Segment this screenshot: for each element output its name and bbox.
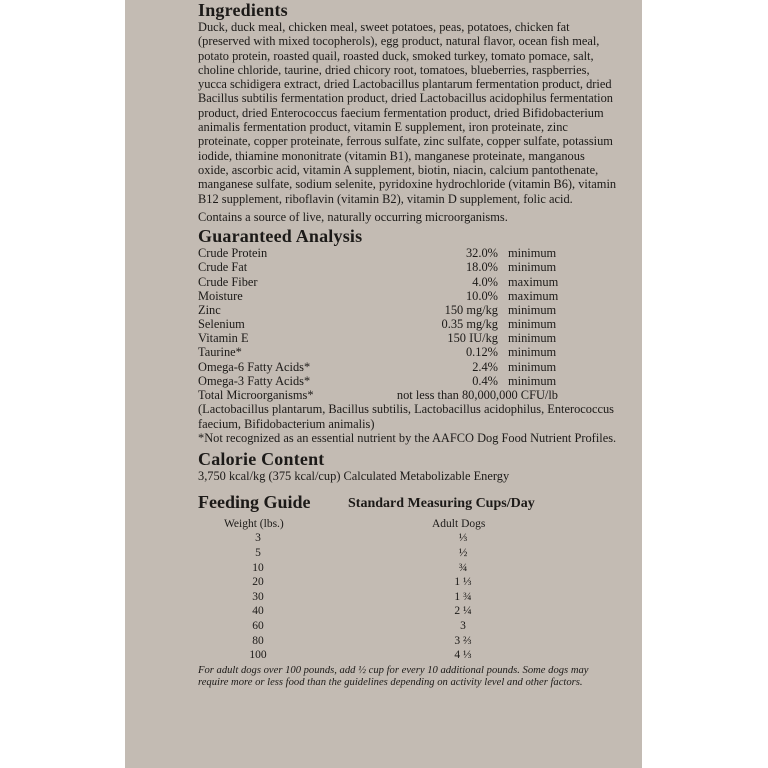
nutrient-qualifier: minimum bbox=[508, 302, 557, 317]
feeding-guide-subtitle: Standard Measuring Cups/Day bbox=[348, 496, 535, 512]
nutrient-value: not less than 80,000,000 CFU/lb bbox=[396, 388, 558, 403]
cups-per-day: 4 ⅓ bbox=[454, 649, 472, 662]
analysis-row bbox=[198, 317, 618, 331]
nutrient-value: 0.35 mg/kg bbox=[441, 317, 498, 332]
dog-weight: 60 bbox=[252, 619, 264, 632]
cups-per-day: ½ bbox=[458, 547, 468, 559]
nutrient-name: Zinc bbox=[198, 302, 221, 317]
ingredients-list: Duck, duck meal, chicken meal, sweet potatoes, peas, potatoes, chicken fat (preserved with mixed tocopherols), egg product, natural flavor, ocean fish meal, potato protein, roasted quail, roasted duck, smoked turkey, tomato pomace, salt, choline chloride, taurine, dried chicory root, tomatoes, blueberries, raspberries, yucca schidigera extract, dried Lactobacillus plantarum fermentation product, dried Bacillus subtilis fermentation product, dried Lactobacillus acidophilus fermentation product, dried Enterococcus faecium fermentation product, dried Bifidobacterium animalis fermentation product, vitamin E supplement, iron proteinate, zinc proteinate, copper proteinate, ferrous sulfate, zinc sulfate, copper sulfate, potassium iodide, thiamine mononitrate (vitamin B1), manganese proteinate, manganous oxide, ascorbic acid, vitamin A supplement, biotin, niacin, calcium pantothenate, manganese sulfate, sodium selenite, pyridoxine hydrochloride (vitamin B6), vitamin B12 supplement, riboflavin (vitamin B2), vitamin D supplement, folic acid. bbox=[198, 20, 617, 206]
nutrient-qualifier: minimum bbox=[508, 246, 557, 261]
nutrient-qualifier: maximum bbox=[508, 288, 559, 303]
label-panel bbox=[125, 0, 642, 768]
nutrient-qualifier: minimum bbox=[508, 359, 557, 374]
analysis-row bbox=[198, 345, 618, 359]
aafco-footnote: *Not recognized as an essential nutrient by the AAFCO Dog Food Nutrient Profiles. bbox=[198, 430, 617, 445]
nutrient-name: Taurine* bbox=[198, 345, 242, 360]
nutrient-qualifier: maximum bbox=[508, 274, 559, 289]
dog-weight: 100 bbox=[249, 649, 267, 662]
nutrient-value: 0.12% bbox=[465, 345, 498, 360]
analysis-row bbox=[198, 275, 618, 289]
dog-weight: 3 bbox=[255, 532, 261, 545]
dog-weight: 80 bbox=[252, 634, 264, 647]
feeding-row bbox=[198, 546, 618, 561]
analysis-row bbox=[198, 374, 618, 388]
feeding-row bbox=[198, 634, 618, 649]
dog-weight: 30 bbox=[252, 590, 264, 603]
feeding-guide-heading: Feeding Guide bbox=[198, 492, 311, 513]
nutrient-value: 18.0% bbox=[465, 260, 498, 275]
adult-dogs-column-header: Adult Dogs bbox=[432, 518, 486, 531]
calorie-heading: Calorie Content bbox=[198, 449, 325, 470]
nutrient-name: Total Microorganisms* bbox=[198, 388, 314, 403]
label-content bbox=[198, 0, 618, 690]
nutrient-value: 150 mg/kg bbox=[444, 302, 498, 317]
nutrient-value: 2.4% bbox=[472, 359, 498, 374]
nutrient-value: 150 IU/kg bbox=[447, 331, 498, 346]
cups-per-day: 1 ⅓ bbox=[454, 576, 472, 589]
ingredients-heading: Ingredients bbox=[198, 0, 288, 20]
nutrient-qualifier: minimum bbox=[508, 345, 557, 360]
nutrient-name: Moisture bbox=[198, 288, 243, 303]
calorie-text: 3,750 kcal/kg (375 kcal/cup) Calculated Metabolizable Energy bbox=[198, 469, 510, 484]
analysis-row bbox=[198, 303, 618, 317]
guaranteed-analysis-heading: Guaranteed Analysis bbox=[198, 226, 363, 247]
analysis-row bbox=[198, 289, 618, 303]
nutrient-value: 32.0% bbox=[465, 246, 498, 261]
dog-weight: 5 bbox=[255, 547, 261, 559]
microorganisms-note: (Lactobacillus plantarum, Bacillus subtilis, Lactobacillus acidophilus, Enterococcus faecium, Bifidobacterium animalis) bbox=[198, 402, 615, 431]
contains-statement: Contains a source of live, naturally occurring microorganisms. bbox=[198, 209, 508, 224]
cups-per-day: 3 ⅔ bbox=[454, 634, 472, 647]
nutrient-name: Vitamin E bbox=[198, 331, 249, 346]
feeding-row bbox=[198, 604, 618, 619]
dog-weight: 10 bbox=[252, 561, 264, 574]
nutrient-value: 10.0% bbox=[465, 288, 498, 303]
nutrient-value: 0.4% bbox=[472, 373, 498, 388]
cups-per-day: ⅓ bbox=[458, 532, 468, 545]
feeding-row bbox=[198, 648, 618, 663]
analysis-row bbox=[198, 246, 618, 260]
feeding-table bbox=[198, 531, 618, 662]
nutrient-name: Crude Fat bbox=[198, 260, 248, 275]
cups-per-day: ¾ bbox=[458, 561, 468, 574]
nutrient-name: Omega-6 Fatty Acids* bbox=[198, 359, 311, 374]
nutrient-name: Crude Fiber bbox=[198, 274, 258, 289]
guaranteed-analysis-table bbox=[198, 246, 618, 402]
analysis-row bbox=[198, 331, 618, 345]
feeding-column-headers bbox=[198, 517, 618, 531]
feeding-row bbox=[198, 561, 618, 576]
dog-weight: 40 bbox=[252, 605, 264, 618]
cups-per-day: 2 ¼ bbox=[454, 605, 472, 618]
dog-weight: 20 bbox=[252, 576, 264, 589]
cups-per-day: 3 bbox=[460, 619, 466, 632]
nutrient-name: Selenium bbox=[198, 317, 245, 332]
nutrient-qualifier: minimum bbox=[508, 331, 557, 346]
feeding-guide-header bbox=[198, 492, 618, 517]
analysis-row bbox=[198, 260, 618, 274]
feeding-note: For adult dogs over 100 pounds, add ½ cup for every 10 additional pounds. Some dogs may require more or less food than the guidelines depending on activity level and other factors. bbox=[198, 664, 589, 689]
nutrient-qualifier: minimum bbox=[508, 373, 557, 388]
feeding-row bbox=[198, 590, 618, 605]
nutrient-value: 4.0% bbox=[472, 274, 498, 289]
feeding-row bbox=[198, 531, 618, 546]
nutrient-qualifier: minimum bbox=[508, 260, 557, 275]
feeding-row bbox=[198, 619, 618, 634]
nutrient-qualifier: minimum bbox=[508, 317, 557, 332]
cups-per-day: 1 ¾ bbox=[454, 590, 472, 603]
nutrient-name: Omega-3 Fatty Acids* bbox=[198, 373, 311, 388]
weight-column-header: Weight (lbs.) bbox=[224, 518, 284, 531]
analysis-row bbox=[198, 388, 618, 402]
analysis-row bbox=[198, 360, 618, 374]
nutrient-name: Crude Protein bbox=[198, 246, 268, 261]
feeding-row bbox=[198, 575, 618, 590]
